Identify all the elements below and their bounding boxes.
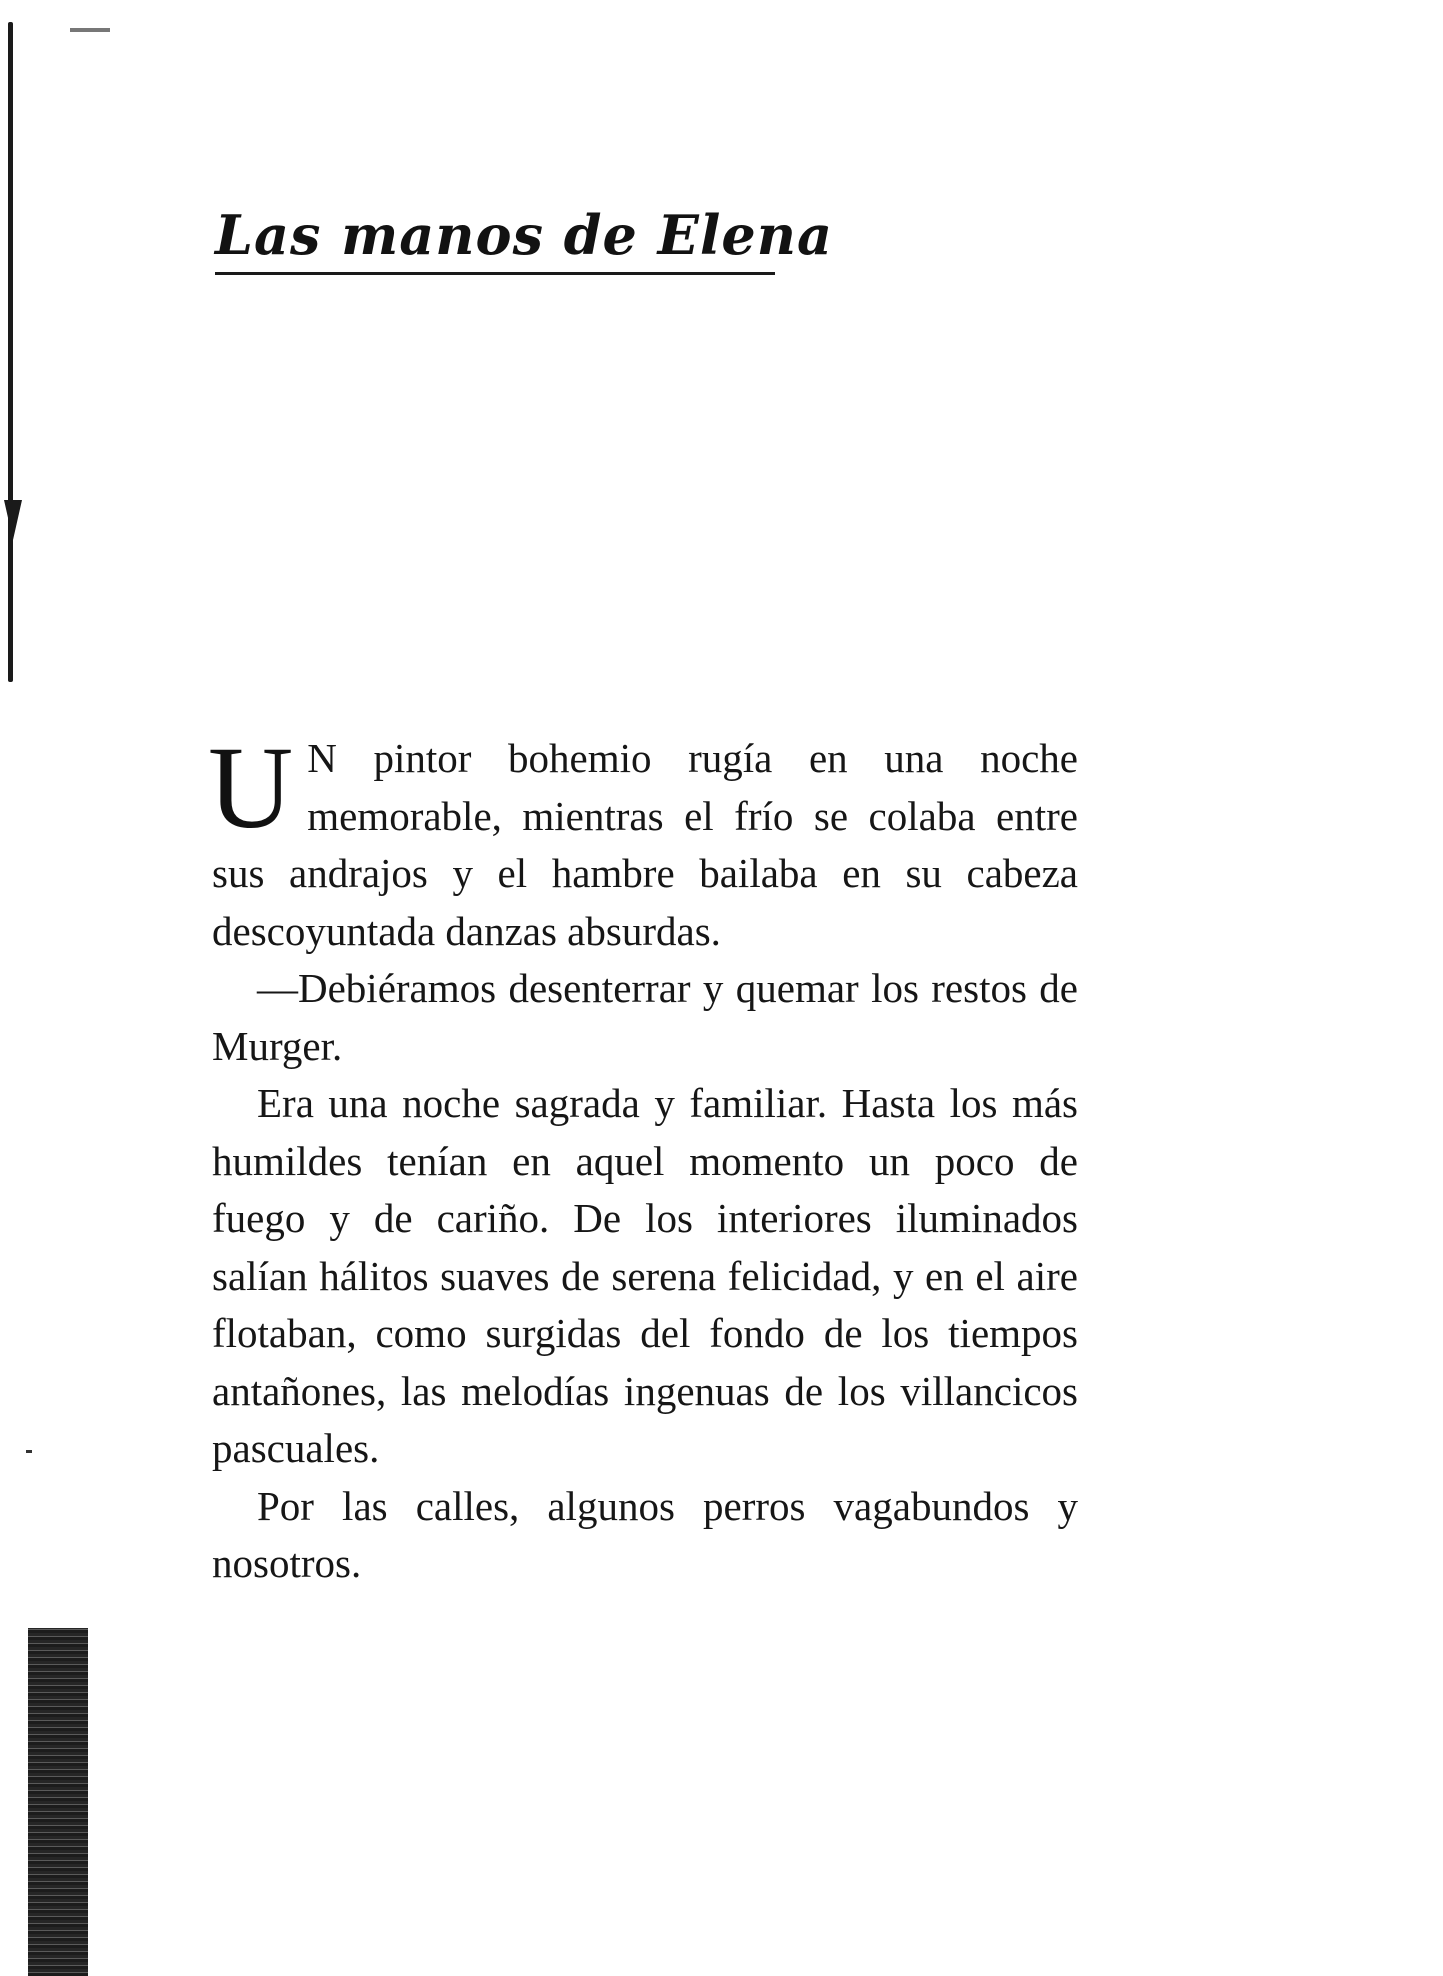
paragraph-text: pintor bohemio rugía en una noche memorable, mientras el frío se colaba entre sus andrajos y el hambre bailaba en su cabeza descoyuntada danzas absurdas. <box>212 735 1079 954</box>
binding-edge-shadow <box>28 1628 88 1976</box>
drop-cap: U <box>208 722 294 853</box>
paragraph: Era una noche sagrada y familiar. Hasta los más humildes tenían en aquel momento un poco de fuego y de cariño. De los interiores iluminados salían hálitos suaves de serena felicidad, y en el aire flotaban, como surgidas del fondo de los tiempos antañones, las melodías ingenuas de los villancicos pascuales. <box>212 1080 1078 1471</box>
binding-edge-mark <box>4 500 22 540</box>
title-underline <box>215 272 775 275</box>
scan-speck <box>70 28 110 32</box>
binding-edge-line <box>8 22 13 682</box>
paragraph <box>208 722 1079 960</box>
paragraph: —Debiéramos desenterrar y quemar los restos de Murger. <box>212 965 1078 1069</box>
first-word-rest: N <box>307 735 337 781</box>
scan-speck <box>26 1450 32 1453</box>
chapter-title: Las manos de Elena <box>215 203 833 267</box>
chapter-heading <box>215 200 833 275</box>
paragraph: Por las calles, algunos perros vagabundos y nosotros. <box>212 1482 1078 1586</box>
chapter-body <box>208 722 1079 1593</box>
